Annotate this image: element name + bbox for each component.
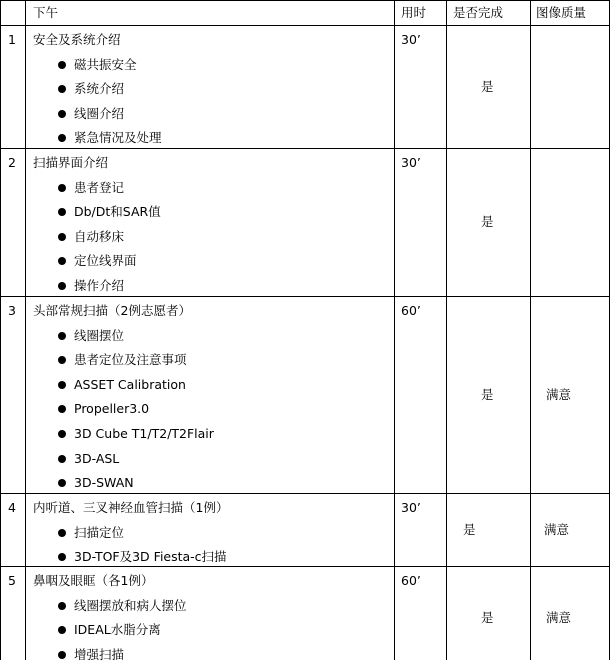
bullet-icon (58, 208, 66, 216)
list-item: 自动移床 (74, 228, 125, 244)
completion-status: 是 (481, 609, 494, 625)
bullet-icon (58, 626, 66, 634)
bullet-icon (58, 184, 66, 192)
row-number: 1 (8, 32, 16, 47)
bullet-icon (58, 282, 66, 290)
list-item: 线圈介绍 (74, 105, 125, 121)
list-item: 系统介绍 (74, 81, 125, 97)
bullet-icon (58, 651, 66, 659)
list-item: 扫描定位 (74, 524, 125, 540)
bullet-icon (58, 553, 66, 561)
list-item: 紧急情况及处理 (74, 130, 162, 146)
header-quality: 图像质量 (536, 5, 587, 20)
row-time: 30’ (401, 32, 421, 47)
bullet-icon (58, 110, 66, 118)
column-divider (446, 0, 447, 660)
image-quality: 满意 (544, 521, 570, 537)
bullet-icon (58, 85, 66, 93)
list-item: 线圈摆放和病人摆位 (74, 597, 187, 613)
row-time: 30’ (401, 500, 421, 515)
completion-status: 是 (481, 78, 494, 94)
row-divider (0, 566, 610, 567)
list-item: 3D-SWAN (74, 475, 134, 491)
completion-status: 是 (463, 521, 476, 537)
row-divider (0, 25, 610, 26)
list-item: 3D Cube T1/T2/T2Flair (74, 426, 214, 441)
bullet-icon (58, 381, 66, 389)
row-time: 60’ (401, 573, 421, 588)
row-divider (0, 493, 610, 494)
row-number: 5 (8, 573, 16, 588)
column-divider (530, 0, 531, 660)
list-item: 定位线界面 (74, 253, 137, 269)
completion-status: 是 (481, 214, 494, 229)
bullet-icon (58, 257, 66, 265)
list-item: 磁共振安全 (74, 56, 137, 72)
list-item: Db/Dt和SAR值 (74, 204, 161, 220)
column-divider (25, 0, 26, 660)
list-item: 线圈摆位 (74, 327, 125, 343)
list-item: 患者登记 (74, 179, 125, 195)
image-quality: 满意 (546, 609, 572, 625)
list-item: 增强扫描 (74, 646, 125, 662)
bullet-icon (58, 61, 66, 69)
bullet-icon (58, 134, 66, 142)
bullet-icon (58, 602, 66, 610)
bullet-icon (58, 405, 66, 413)
bullet-icon (58, 529, 66, 537)
row-title: 鼻咽及眼眶（各1例） (33, 573, 154, 588)
bullet-icon (58, 430, 66, 438)
list-item: 患者定位及注意事项 (74, 352, 187, 368)
bullet-icon (58, 233, 66, 241)
row-title: 内听道、三叉神经血管扫描（1例） (33, 500, 229, 515)
row-divider (0, 148, 610, 149)
row-time: 60’ (401, 303, 421, 318)
list-item: 3D-ASL (74, 450, 120, 466)
header-done: 是否完成 (453, 5, 504, 20)
bullet-icon (58, 332, 66, 340)
row-time: 30’ (401, 155, 421, 170)
list-item: ASSET Calibration (74, 376, 186, 392)
header-time: 用时 (401, 5, 427, 20)
row-number: 3 (8, 303, 16, 318)
column-divider (394, 0, 395, 660)
row-divider (0, 296, 610, 297)
list-item: 3D-TOF及3D Fiesta-c扫描 (74, 549, 227, 565)
row-divider (0, 0, 610, 1)
bullet-icon (58, 356, 66, 364)
column-divider (0, 0, 1, 660)
list-item: Propeller3.0 (74, 401, 150, 417)
image-quality: 满意 (546, 386, 572, 402)
row-title: 安全及系统介绍 (33, 32, 121, 47)
list-item: IDEAL水脂分离 (74, 622, 161, 638)
bullet-icon (58, 479, 66, 487)
completion-status: 是 (481, 386, 494, 402)
row-title: 扫描界面介绍 (33, 155, 109, 170)
row-title: 头部常规扫描（2例志愿者） (33, 303, 191, 318)
list-item: 操作介绍 (74, 278, 125, 293)
bullet-icon (58, 455, 66, 463)
row-number: 4 (8, 500, 16, 515)
header-content: 下午 (33, 5, 59, 20)
row-number: 2 (8, 155, 16, 170)
